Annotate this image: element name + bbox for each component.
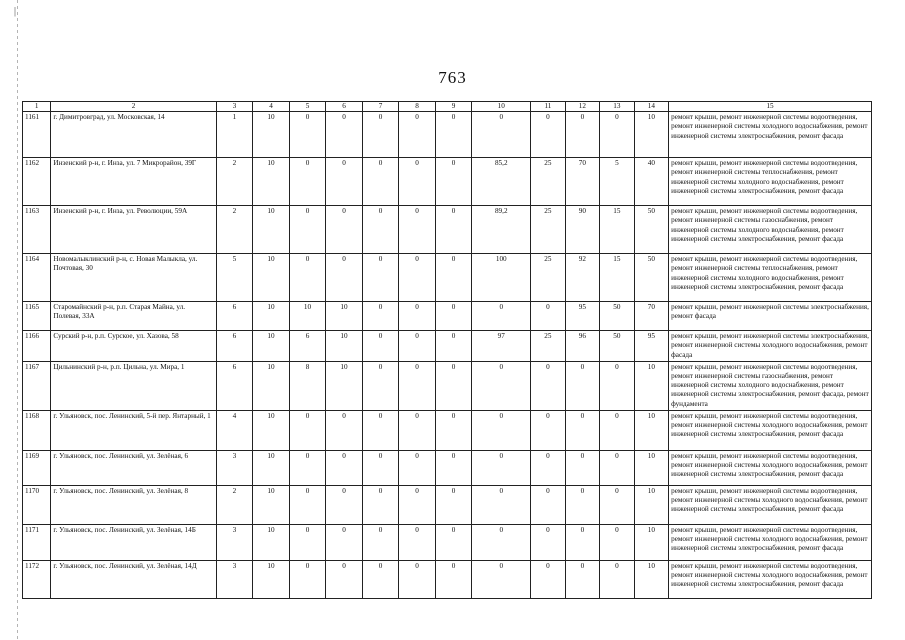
value-cell-7: 0 (362, 206, 399, 254)
value-cell-13: 0 (600, 361, 634, 410)
works-list-cell: ремонт крыши, ремонт инженерной системы водоотведения, ремонт инженерной системы холодного водоснабжения, ремонт инженерной системы электроснабжения, ремонт фасада (669, 485, 872, 524)
value-cell-3: 2 (216, 485, 253, 524)
address-cell: г. Ульяновск, пос. Ленинский, ул. Зелёная, 14Д (51, 560, 216, 598)
value-cell-7: 0 (362, 524, 399, 560)
value-cell-11: 25 (531, 331, 565, 362)
value-cell-6: 0 (326, 206, 363, 254)
value-cell-13: 50 (600, 331, 634, 362)
value-cell-8: 0 (399, 410, 436, 450)
value-cell-9: 0 (435, 112, 472, 158)
column-header: 14 (634, 102, 668, 112)
value-cell-8: 0 (399, 331, 436, 362)
value-cell-10: 0 (472, 302, 531, 331)
value-cell-9: 0 (435, 450, 472, 485)
value-cell-11: 25 (531, 206, 565, 254)
value-cell-14: 50 (634, 254, 668, 302)
value-cell-5: 0 (289, 206, 326, 254)
column-header: 8 (399, 102, 436, 112)
value-cell-12: 0 (565, 112, 599, 158)
value-cell-10: 100 (472, 254, 531, 302)
value-cell-5: 0 (289, 158, 326, 206)
table-row (23, 206, 872, 254)
row-number: 1170 (23, 485, 51, 524)
row-number: 1168 (23, 410, 51, 450)
row-number: 1161 (23, 112, 51, 158)
value-cell-8: 0 (399, 302, 436, 331)
value-cell-12: 0 (565, 361, 599, 410)
value-cell-13: 0 (600, 485, 634, 524)
value-cell-9: 0 (435, 254, 472, 302)
value-cell-12: 0 (565, 524, 599, 560)
value-cell-5: 6 (289, 331, 326, 362)
value-cell-9: 0 (435, 410, 472, 450)
value-cell-4: 10 (253, 254, 290, 302)
value-cell-14: 10 (634, 524, 668, 560)
column-header: 7 (362, 102, 399, 112)
table-row (23, 410, 872, 450)
value-cell-8: 0 (399, 524, 436, 560)
table-row (23, 302, 872, 331)
value-cell-11: 25 (531, 158, 565, 206)
value-cell-14: 10 (634, 450, 668, 485)
row-number: 1162 (23, 158, 51, 206)
value-cell-12: 96 (565, 331, 599, 362)
value-cell-9: 0 (435, 524, 472, 560)
value-cell-8: 0 (399, 450, 436, 485)
value-cell-9: 0 (435, 302, 472, 331)
value-cell-13: 5 (600, 158, 634, 206)
column-header: 6 (326, 102, 363, 112)
table-row (23, 331, 872, 362)
row-number: 1169 (23, 450, 51, 485)
column-header-row (23, 102, 872, 112)
value-cell-4: 10 (253, 410, 290, 450)
value-cell-11: 0 (531, 361, 565, 410)
value-cell-10: 0 (472, 112, 531, 158)
value-cell-6: 0 (326, 158, 363, 206)
value-cell-3: 4 (216, 410, 253, 450)
value-cell-6: 0 (326, 410, 363, 450)
value-cell-13: 0 (600, 524, 634, 560)
value-cell-5: 0 (289, 485, 326, 524)
value-cell-14: 70 (634, 302, 668, 331)
column-header: 5 (289, 102, 326, 112)
value-cell-8: 0 (399, 485, 436, 524)
value-cell-8: 0 (399, 254, 436, 302)
value-cell-13: 50 (600, 302, 634, 331)
value-cell-6: 0 (326, 450, 363, 485)
table-row (23, 361, 872, 410)
value-cell-5: 0 (289, 410, 326, 450)
value-cell-4: 10 (253, 206, 290, 254)
value-cell-6: 10 (326, 331, 363, 362)
address-cell: г. Димитровград, ул. Московская, 14 (51, 112, 216, 158)
value-cell-7: 0 (362, 485, 399, 524)
value-cell-13: 15 (600, 206, 634, 254)
value-cell-6: 10 (326, 302, 363, 331)
value-cell-5: 0 (289, 524, 326, 560)
works-list-cell: ремонт крыши, ремонт инженерной системы электроснабжения, ремонт инженерной системы холодного водоснабжения, ремонт фасада (669, 331, 872, 362)
value-cell-11: 0 (531, 410, 565, 450)
table-row (23, 560, 872, 598)
address-cell: Новомалыклинский р-н, с. Новая Малыкла, ул. Почтовая, 30 (51, 254, 216, 302)
table-row (23, 524, 872, 560)
table-row (23, 254, 872, 302)
value-cell-11: 0 (531, 524, 565, 560)
value-cell-6: 0 (326, 485, 363, 524)
value-cell-7: 0 (362, 560, 399, 598)
value-cell-11: 0 (531, 560, 565, 598)
column-header: 1 (23, 102, 51, 112)
value-cell-3: 3 (216, 450, 253, 485)
column-header: 9 (435, 102, 472, 112)
value-cell-12: 95 (565, 302, 599, 331)
value-cell-4: 10 (253, 450, 290, 485)
table-row (23, 112, 872, 158)
value-cell-12: 0 (565, 450, 599, 485)
row-number: 1166 (23, 331, 51, 362)
table-row (23, 450, 872, 485)
value-cell-9: 0 (435, 206, 472, 254)
value-cell-9: 0 (435, 485, 472, 524)
row-number: 1172 (23, 560, 51, 598)
works-list-cell: ремонт крыши, ремонт инженерной системы водоотведения, ремонт инженерной системы теплоснабжения, ремонт инженерной системы холодного водоснабжения, ремонт инженерной системы электроснабжения, ремонт фасада (669, 254, 872, 302)
address-cell: г. Ульяновск, пос. Ленинский, ул. Зелёная, 14Б (51, 524, 216, 560)
address-cell: Инзенский р-н, г. Инза, ул. Революции, 59А (51, 206, 216, 254)
value-cell-8: 0 (399, 158, 436, 206)
works-list-cell: ремонт крыши, ремонт инженерной системы водоотведения, ремонт инженерной системы холодного водоснабжения, ремонт инженерной системы электроснабжения, ремонт фасада (669, 560, 872, 598)
value-cell-3: 2 (216, 206, 253, 254)
value-cell-10: 0 (472, 361, 531, 410)
value-cell-7: 0 (362, 254, 399, 302)
value-cell-13: 0 (600, 560, 634, 598)
value-cell-7: 0 (362, 158, 399, 206)
binding-margin-line (17, 0, 18, 640)
works-list-cell: ремонт крыши, ремонт инженерной системы водоотведения, ремонт инженерной системы холодного водоснабжения, ремонт инженерной системы электроснабжения, ремонт фасада (669, 410, 872, 450)
row-number: 1163 (23, 206, 51, 254)
value-cell-5: 0 (289, 560, 326, 598)
value-cell-14: 50 (634, 206, 668, 254)
value-cell-10: 97 (472, 331, 531, 362)
column-header: 11 (531, 102, 565, 112)
value-cell-9: 0 (435, 331, 472, 362)
address-cell: г. Ульяновск, пос. Ленинский, 5-й пер. Янтарный, 1 (51, 410, 216, 450)
value-cell-5: 0 (289, 254, 326, 302)
value-cell-7: 0 (362, 112, 399, 158)
value-cell-13: 0 (600, 410, 634, 450)
value-cell-11: 0 (531, 302, 565, 331)
value-cell-14: 10 (634, 410, 668, 450)
value-cell-7: 0 (362, 302, 399, 331)
value-cell-13: 15 (600, 254, 634, 302)
value-cell-9: 0 (435, 560, 472, 598)
value-cell-10: 0 (472, 485, 531, 524)
value-cell-14: 10 (634, 361, 668, 410)
value-cell-10: 85,2 (472, 158, 531, 206)
value-cell-3: 1 (216, 112, 253, 158)
address-cell: Сурский р-н, р.п. Сурское, ул. Хазова, 58 (51, 331, 216, 362)
value-cell-3: 5 (216, 254, 253, 302)
value-cell-6: 0 (326, 254, 363, 302)
value-cell-4: 10 (253, 302, 290, 331)
value-cell-14: 40 (634, 158, 668, 206)
value-cell-3: 6 (216, 331, 253, 362)
column-header: 13 (600, 102, 634, 112)
address-cell: Старомайнский р-н, р.п. Старая Майна, ул. Полевая, 33А (51, 302, 216, 331)
value-cell-4: 10 (253, 524, 290, 560)
value-cell-11: 0 (531, 112, 565, 158)
value-cell-10: 0 (472, 450, 531, 485)
value-cell-8: 0 (399, 206, 436, 254)
value-cell-7: 0 (362, 361, 399, 410)
row-number: 1171 (23, 524, 51, 560)
value-cell-12: 70 (565, 158, 599, 206)
value-cell-3: 2 (216, 158, 253, 206)
value-cell-11: 0 (531, 485, 565, 524)
value-cell-13: 0 (600, 450, 634, 485)
value-cell-4: 10 (253, 158, 290, 206)
value-cell-4: 10 (253, 485, 290, 524)
value-cell-4: 10 (253, 361, 290, 410)
value-cell-11: 0 (531, 450, 565, 485)
column-header: 10 (472, 102, 531, 112)
value-cell-14: 10 (634, 560, 668, 598)
value-cell-10: 0 (472, 410, 531, 450)
value-cell-7: 0 (362, 410, 399, 450)
value-cell-9: 0 (435, 361, 472, 410)
value-cell-12: 0 (565, 560, 599, 598)
value-cell-5: 8 (289, 361, 326, 410)
works-list-cell: ремонт крыши, ремонт инженерной системы водоотведения, ремонт инженерной системы теплоснабжения, ремонт инженерной системы холодного водоснабжения, ремонт инженерной системы электроснабжения, ремонт фасада (669, 158, 872, 206)
value-cell-9: 0 (435, 158, 472, 206)
value-cell-3: 6 (216, 361, 253, 410)
works-list-cell: ремонт крыши, ремонт инженерной системы водоотведения, ремонт инженерной системы холодного водоснабжения, ремонт инженерной системы электроснабжения, ремонт фасада (669, 112, 872, 158)
value-cell-4: 10 (253, 331, 290, 362)
works-list-cell: ремонт крыши, ремонт инженерной системы водоотведения, ремонт инженерной системы холодного водоснабжения, ремонт инженерной системы электроснабжения, ремонт фасада (669, 524, 872, 560)
value-cell-13: 0 (600, 112, 634, 158)
column-header: 4 (253, 102, 290, 112)
value-cell-5: 0 (289, 450, 326, 485)
value-cell-4: 10 (253, 112, 290, 158)
table-row (23, 158, 872, 206)
address-cell: Инзенский р-н, г. Инза, ул. 7 Микрорайон, 39Г (51, 158, 216, 206)
works-list-cell: ремонт крыши, ремонт инженерной системы водоотведения, ремонт инженерной системы холодного водоснабжения, ремонт инженерной системы электроснабжения, ремонт фасада (669, 450, 872, 485)
works-list-cell: ремонт крыши, ремонт инженерной системы водоотведения, ремонт инженерной системы газоснабжения, ремонт инженерной системы холодного водоснабжения, ремонт инженерной системы электроснабжения, ремонт фасада, ремонт фундамента (669, 361, 872, 410)
value-cell-8: 0 (399, 560, 436, 598)
value-cell-3: 3 (216, 560, 253, 598)
value-cell-5: 0 (289, 112, 326, 158)
works-list-cell: ремонт крыши, ремонт инженерной системы электроснабжения, ремонт фасада (669, 302, 872, 331)
address-cell: г. Ульяновск, пос. Ленинский, ул. Зелёная, 8 (51, 485, 216, 524)
address-cell: г. Ульяновск, пос. Ленинский, ул. Зелёная, 6 (51, 450, 216, 485)
value-cell-6: 0 (326, 524, 363, 560)
value-cell-12: 0 (565, 410, 599, 450)
value-cell-10: 0 (472, 524, 531, 560)
value-cell-14: 95 (634, 331, 668, 362)
value-cell-12: 90 (565, 206, 599, 254)
address-cell: Цильнинский р-н, р.п. Цильна, ул. Мира, 1 (51, 361, 216, 410)
column-header: 12 (565, 102, 599, 112)
value-cell-10: 89,2 (472, 206, 531, 254)
repair-register-table (22, 101, 872, 599)
row-number: 1165 (23, 302, 51, 331)
row-number: 1167 (23, 361, 51, 410)
column-header: 3 (216, 102, 253, 112)
column-header: 2 (51, 102, 216, 112)
value-cell-14: 10 (634, 485, 668, 524)
value-cell-12: 92 (565, 254, 599, 302)
value-cell-7: 0 (362, 450, 399, 485)
value-cell-7: 0 (362, 331, 399, 362)
value-cell-4: 10 (253, 560, 290, 598)
margin-mark: | (14, 6, 17, 17)
value-cell-5: 10 (289, 302, 326, 331)
row-number: 1164 (23, 254, 51, 302)
value-cell-11: 25 (531, 254, 565, 302)
value-cell-6: 10 (326, 361, 363, 410)
value-cell-8: 0 (399, 361, 436, 410)
value-cell-10: 0 (472, 560, 531, 598)
value-cell-3: 6 (216, 302, 253, 331)
value-cell-3: 3 (216, 524, 253, 560)
table-row (23, 485, 872, 524)
column-header: 15 (669, 102, 872, 112)
value-cell-12: 0 (565, 485, 599, 524)
value-cell-8: 0 (399, 112, 436, 158)
works-list-cell: ремонт крыши, ремонт инженерной системы водоотведения, ремонт инженерной системы газоснабжения, ремонт инженерной системы холодного водоснабжения, ремонт инженерной системы электроснабжения, ремонт фасада (669, 206, 872, 254)
value-cell-6: 0 (326, 112, 363, 158)
value-cell-6: 0 (326, 560, 363, 598)
value-cell-14: 10 (634, 112, 668, 158)
page-number: 763 (438, 68, 467, 87)
